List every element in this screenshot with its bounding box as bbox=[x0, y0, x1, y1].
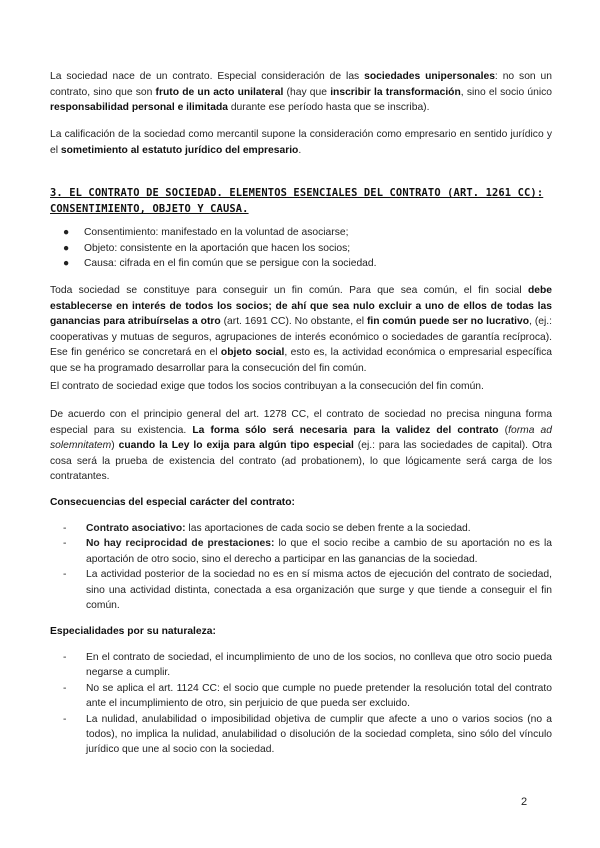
list-item-text: las aportaciones de cada socio se deben frente a la sociedad. bbox=[185, 523, 471, 534]
text: ) bbox=[111, 440, 119, 452]
list-item bbox=[50, 681, 552, 712]
text: Toda sociedad se constituye para conseguir un fin común. Para que sea común, el fin social bbox=[50, 285, 528, 296]
list-item bbox=[50, 712, 552, 758]
list-item bbox=[50, 241, 550, 257]
text: (ej.: para las sociedades de capital). Otra cosa será la prueba de existencia del contrato (ad probationem), lo que lógicamente será carga de los contratantes. bbox=[50, 440, 553, 483]
list-item bbox=[50, 225, 550, 241]
consecuencias-list bbox=[50, 521, 552, 613]
dash-icon: - bbox=[63, 523, 67, 534]
text: : no son un contrato, sino que son bbox=[50, 71, 553, 98]
elements-list bbox=[50, 225, 550, 272]
text: La calificación de la sociedad como mercantil supone la consideración como empresario en sentido jurídico y el bbox=[50, 129, 552, 156]
paragraph-fin-comun bbox=[50, 283, 552, 377]
bold-text: cuando la Ley lo exija para algún tipo especial bbox=[118, 440, 354, 452]
dash-icon: - bbox=[63, 713, 67, 725]
subheading-especialidades: Especialidades por su naturaleza: bbox=[50, 626, 216, 637]
subheading-consecuencias: Consecuencias del especial carácter del contrato: bbox=[50, 497, 295, 508]
bold-text: La forma sólo será necesaria para la validez del contrato bbox=[192, 424, 499, 436]
list-item bbox=[50, 536, 552, 567]
bold-text: objeto social bbox=[220, 347, 285, 359]
list-item bbox=[50, 256, 550, 272]
bold-text: fin común puede ser no lucrativo bbox=[366, 316, 530, 328]
list-item-text: lo que el socio recibe a cambio de su aportación no es la aportación de otro socio, sino el derecho a participar en las ganancias de la sociedad. bbox=[86, 538, 552, 565]
bold-text: Contrato asociativo: bbox=[86, 523, 186, 534]
list-item-text: La nulidad, anulabilidad o imposibilidad objetiva de cumplir que afecte a uno o varios socios (no a todos), no implica la nulidad, anulabilidad o disolución de la sociedad completa, sino sólo del vínculo jurídico que une al socio con la sociedad. bbox=[86, 713, 552, 756]
bullet-icon: ● bbox=[63, 227, 70, 238]
list-item-text: La actividad posterior de la sociedad no es en sí misma actos de ejecución del contrato de sociedad, sino una actividad distinta, conectada a esa organización que surge y que tiende a conseguir el fin común. bbox=[86, 569, 552, 612]
bold-text: debe establecerse en interés de todos los socios; de ahí que sea nulo excluir a uno de ellos de todas las ganancias para atribuírselas a otro bbox=[50, 285, 552, 328]
bullet-icon: ● bbox=[63, 258, 70, 270]
list-item bbox=[50, 567, 552, 613]
bold-text: sometimiento al estatuto jurídico del empresario bbox=[60, 144, 299, 156]
paragraph-calificacion bbox=[50, 127, 552, 158]
paragraph-unipersonales bbox=[50, 69, 552, 116]
list-item-text: Causa: cifrada en el fin común que se persigue con la sociedad. bbox=[84, 258, 377, 270]
italic-text: forma ad solemnitatem bbox=[50, 424, 552, 452]
bold-text: fruto de un acto unilateral bbox=[155, 86, 284, 98]
list-item-text: No se aplica el art. 1124 CC: el socio que cumple no puede pretender la resolución total del contrato ante el incumplimiento de otro, sin perjuicio de que pueda ser excluido. bbox=[86, 682, 552, 710]
text: , esto es, la actividad económica o empresarial específica que se ha programado desarrollar para la consecución del fin común. bbox=[50, 347, 552, 374]
paragraph-forma bbox=[50, 407, 552, 485]
paragraph-contribucion: El contrato de sociedad exige que todos los socios contribuyan a la consecución del fin común. bbox=[50, 381, 484, 392]
bullet-icon: ● bbox=[63, 242, 70, 254]
text: , sino el socio único bbox=[460, 86, 552, 98]
especialidades-list bbox=[50, 650, 552, 758]
page-number: 2 bbox=[521, 796, 528, 808]
list-item-text: En el contrato de sociedad, el incumplimiento de uno de los socios, no conlleva que otro socio pueda negarse a cumplir. bbox=[86, 652, 552, 679]
bold-text: No hay reciprocidad de prestaciones: bbox=[86, 538, 275, 550]
bold-text: sociedades unipersonales bbox=[364, 71, 495, 82]
list-item-text: Objeto: consistente en la aportación que hacen los socios; bbox=[84, 242, 351, 254]
text: , (ej.: cooperativas y mutuas de seguros, agrupaciones de interés económico o sociedades de garantía recíproca). Ese fin genérico se concretará en el bbox=[50, 316, 552, 359]
text: . bbox=[298, 144, 302, 156]
list-item bbox=[50, 521, 552, 536]
list-item-text: Consentimiento: manifestado en la voluntad de asociarse; bbox=[84, 227, 349, 238]
bold-text: inscribir la transformación bbox=[330, 86, 461, 98]
dash-icon: - bbox=[63, 652, 67, 663]
section-heading: 3. EL CONTRATO DE SOCIEDAD. ELEMENTOS ESENCIALES DEL CONTRATO (ART. 1261 CC): CONSENTIMIENTO, OBJETO Y CAUSA. bbox=[50, 187, 544, 215]
text: ( bbox=[498, 424, 509, 436]
dash-icon: - bbox=[63, 569, 67, 581]
text: durante ese período hasta que se inscriba). bbox=[227, 102, 430, 114]
list-item bbox=[50, 650, 552, 681]
dash-icon: - bbox=[63, 538, 67, 550]
text: De acuerdo con el principio general del art. 1278 CC, el contrato de sociedad no precisa ninguna forma especial para su existencia. bbox=[50, 409, 552, 436]
text: La sociedad nace de un contrato. Especial consideración de las bbox=[50, 71, 365, 82]
text: (art. 1691 CC). No obstante, el bbox=[220, 316, 367, 328]
dash-icon: - bbox=[63, 682, 67, 694]
text: (hay que bbox=[283, 86, 331, 98]
bold-text: responsabilidad personal e ilimitada bbox=[50, 102, 228, 114]
